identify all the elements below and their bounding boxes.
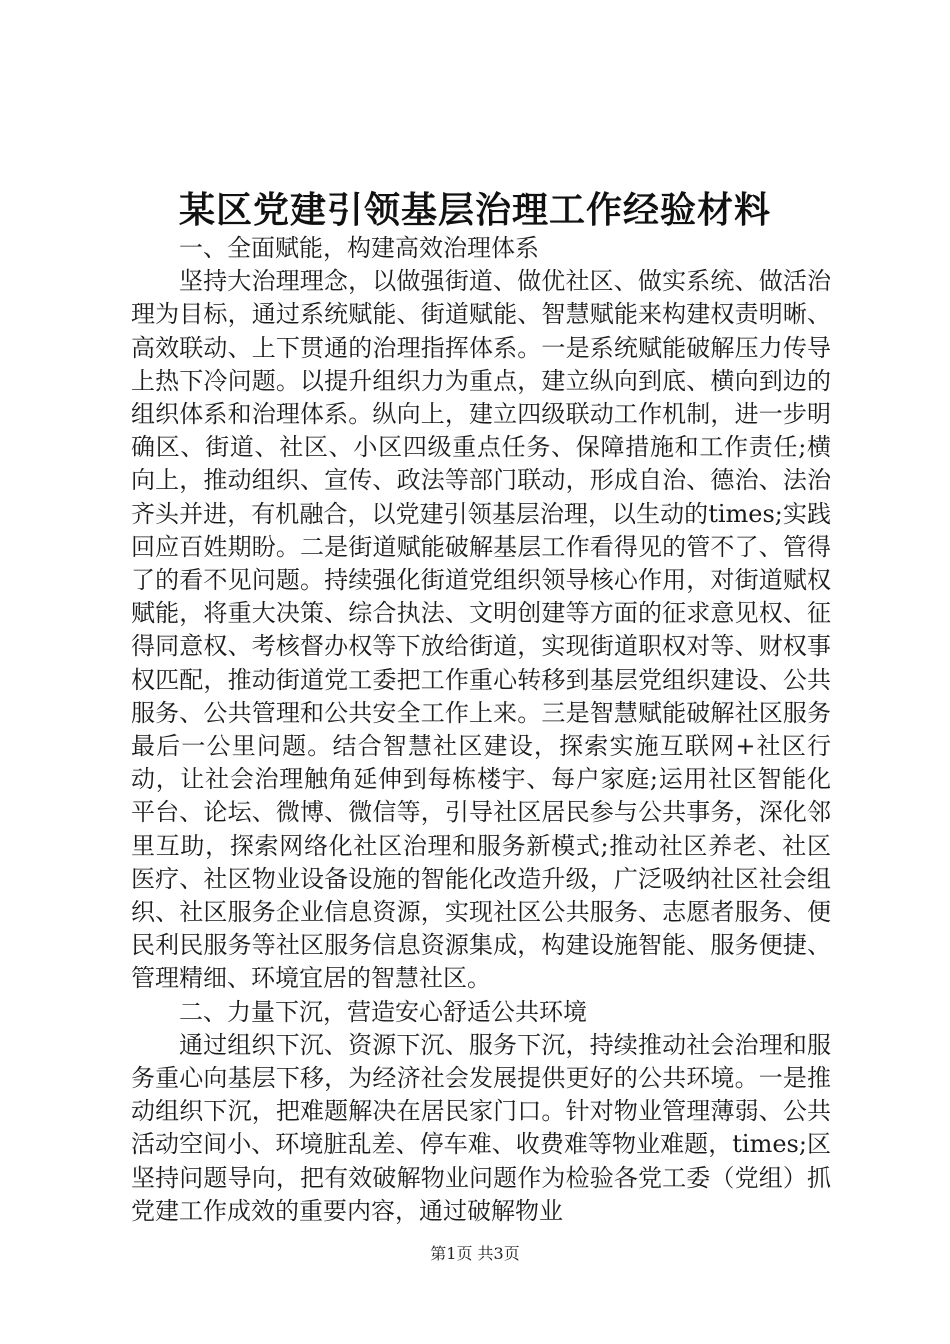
page-footer: 第1页 共3页 xyxy=(430,1244,520,1263)
section-heading-1: 一、全面赋能，构建高效治理体系 xyxy=(179,234,539,262)
body-paragraph-2: 通过组织下沉、资源下沉、服务下沉，持续推动社会治理和服务重心向基层下移，为经济社会发展提供更好的公共环境。一是推动组织下沉，把难题解决在居民家门口。针对物业管理薄弱、公共活动空间小、环境脏乱差、停车难、收费难等物业难题，times;区坚持问题导向，把有效破解物业问题作为检验各党工委（党组）抓党建工作成效的重要内容，通过破解物业 xyxy=(131,1030,831,1225)
section-heading-2: 二、力量下沉，营造安心舒适公共环境 xyxy=(179,997,587,1026)
document-title: 某区党建引领基层治理工作经验材料 xyxy=(178,189,771,231)
document-body xyxy=(131,232,831,1228)
body-paragraph-1: 坚持大治理理念，以做强街道、做优社区、做实系统、做活治理为目标，通过系统赋能、街道赋能、智慧赋能来构建权责明晰、高效联动、上下贯通的治理指挥体系。一是系统赋能破解压力传导上热下冷问题。以提升组织力为重点，建立纵向到底、横向到边的组织体系和治理体系。纵向上，建立四级联动工作机制，进一步明确区、街道、社区、小区四级重点任务、保障措施和工作责任;横向上，推动组织、宣传、政法等部门联动，形成自治、德治、法治齐头并进，有机融合，以党建引领基层治理，以生动的times;实践回应百姓期盼。二是街道赋能破解基层工作看得见的管不了、管得了的看不见问题。持续强化街道党组织领导核心作用，对街道赋权赋能，将重大决策、综合执法、文明创建等方面的征求意见权、征得同意权、考核督办权等下放给街道，实现街道职权对等、财权事权匹配，推动街道党工委把工作重心转移到基层党组织建设、公共服务、公共管理和公共安全工作上来。三是智慧赋能破解社区服务最后一公里问题。结合智慧社区建设，探索实施互联网+社区行动，让社会治理触角延伸到每栋楼宇、每户家庭;运用社区智能化平台、论坛、微博、微信等，引导社区居民参与公共事务，深化邻里互助，探索网络化社区治理和服务新模式;推动社区养老、社区医疗、社区物业设备设施的智能化改造升级，广泛吸纳社区社会组织、社区服务企业信息资源，实现社区公共服务、志愿者服务、便民利民服务等社区服务信息资源集成，构建设施智能、服务便捷、管理精细、环境宜居的智慧社区。 xyxy=(131,267,831,993)
